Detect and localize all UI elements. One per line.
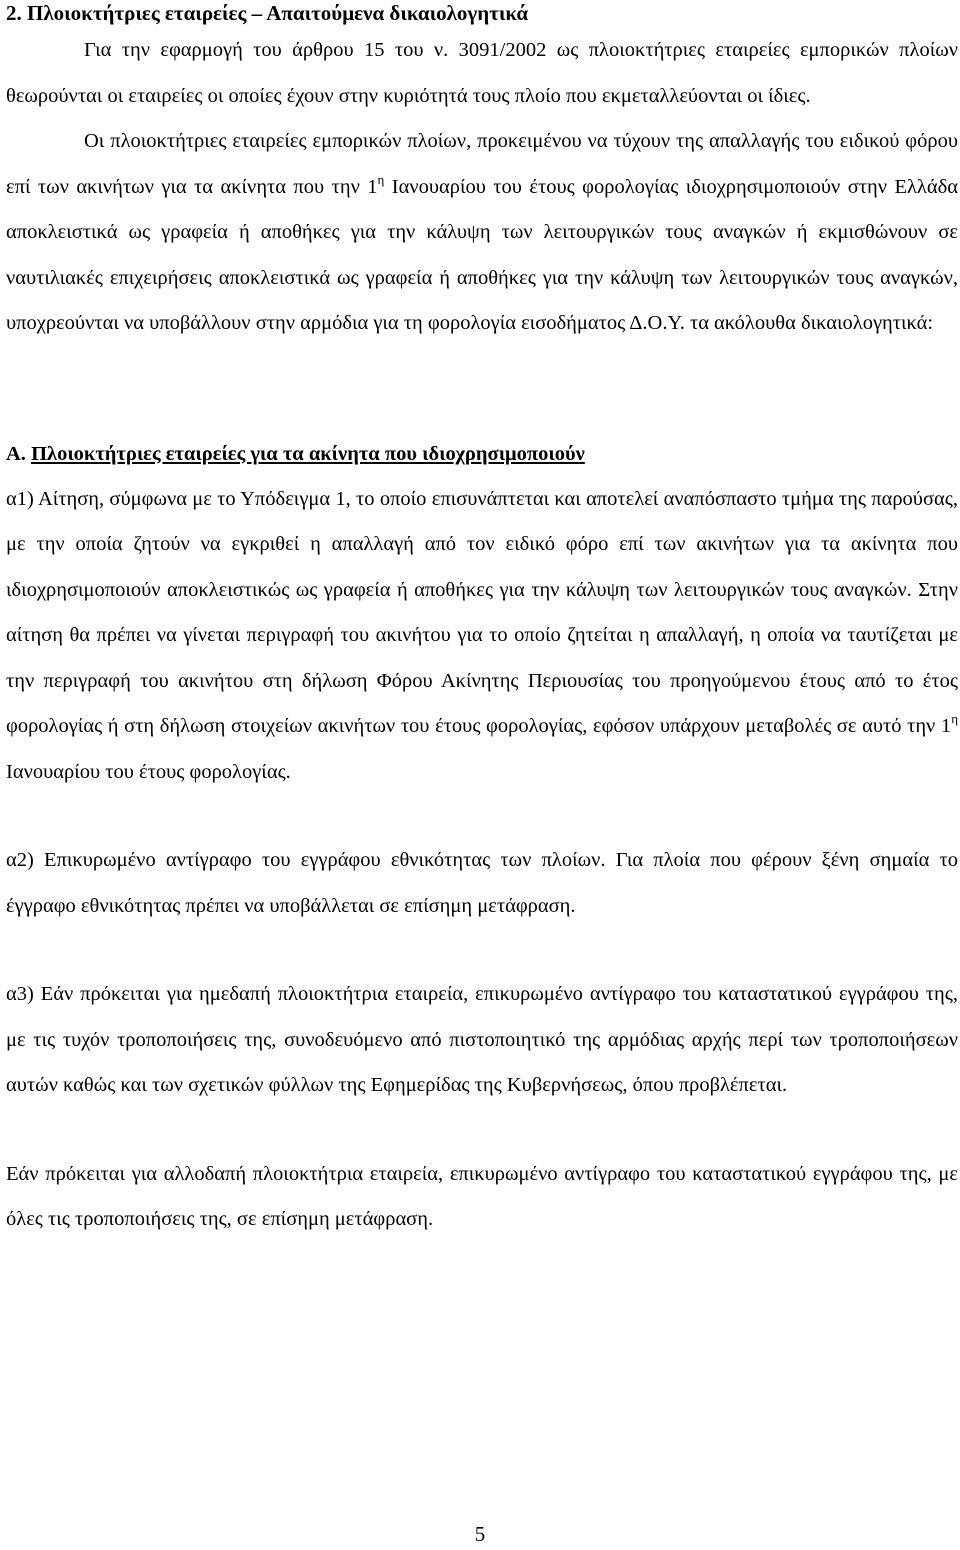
subsection-a-heading — [6, 431, 958, 477]
requirements-paragraph — [6, 119, 958, 347]
ordinal-superscript: η — [377, 171, 385, 187]
item-a3: α3) Εάν πρόκειται για ημεδαπή πλοιοκτήτρια εταιρεία, επικυρωμένο αντίγραφο του καταστατικού εγγράφου της, με τις τυχόν τροποποιήσεις της, συνοδευόμενο από πιστοποιητικό της αρμόδιας αρχής περί των τροποποιήσεων αυτών καθώς και των σχετικών φύλλων της Εφημερίδας της Κυβερνήσεως, όπου προβλέπεται. — [6, 983, 958, 1096]
requirements-text-start: Οι πλοιοκτήτριες εταιρείες εμπορικών πλοίων, προκειμένου να τύχουν της απαλλαγής του ειδικού φόρου επί των ακινήτων για τα ακίνητα που την 1 — [6, 130, 958, 198]
foreign-company-paragraph: Εάν πρόκειται για αλλοδαπή πλοιοκτήτρια εταιρεία, επικυρωμένο αντίγραφο του καταστατικού εγγράφου της, με όλες τις τροποποιήσεις της, σε επίσημη μετάφραση. — [6, 1162, 958, 1230]
page-number: 5 — [474, 1522, 486, 1546]
document-page — [6, 0, 958, 1243]
section-heading: 2. Πλοιοκτήτριες εταιρείες – Απαιτούμενα δικαιολογητικά — [6, 1, 529, 25]
item-a1-text-end: Ιανουαρίου του έτους φορολογίας. — [6, 760, 291, 783]
subsection-a-title: Πλοιοκτήτριες εταιρείες για τα ακίνητα που ιδιοχρησιμοποιούν — [31, 442, 585, 465]
ordinal-superscript: η — [951, 711, 958, 726]
intro-paragraph: Για την εφαρμογή του άρθρου 15 του ν. 3091/2002 ως πλοιοκτήτριες εταιρείες εμπορικών πλοίων θεωρούνται οι εταιρείες οι οποίες έχουν στην κυριότητά τους πλοίο που εκμεταλλεύονται οι ίδιες. — [6, 39, 958, 107]
item-a1-text-start: α1) Αίτηση, σύμφωνα με το Υπόδειγμα 1, το οποίο επισυνάπτεται και αποτελεί αναπόσπαστο τμήμα της παρούσας, με την οποία ζητούν να εγκριθεί η απαλλαγή από τον ειδικό φόρο επί των ακινήτων για τα ακίνητα που ιδιοχρησιμοποιούν αποκλειστικώς ως γραφεία ή αποθήκες για την κάλυψη των λειτουργικών τους αναγκών. Στην αίτηση θα πρέπει να γίνεται περιγραφή του ακινήτου για το οποίο ζητείται η απαλλαγή, η οποία να ταυτίζεται με την περιγραφή του ακινήτου στη δήλωση Φόρου Ακίνητης Περιουσίας του προηγούμενου έτους από το έτος φορολογίας ή στη δήλωση στοιχείων ακινήτων του έτους φορολογίας, εφόσον υπάρχουν μεταβολές σε αυτό την 1 — [6, 487, 958, 737]
item-a1 — [6, 477, 958, 796]
requirements-text-end: Ιανουαρίου του έτους φορολογίας ιδιοχρησιμοποιούν στην Ελλάδα αποκλειστικά ως γραφεία ή αποθήκες για την κάλυψη των λειτουργικών τους αναγκών ή εκμισθώνουν σε ναυτιλιακές επιχειρήσεις αποκλειστικά ως γραφεία ή αποθήκες για την κάλυψη των λειτουργικών τους αναγκών, υποχρεούνται να υποβάλλουν στην αρμόδια για τη φορολογία εισοδήματος Δ.Ο.Υ. τα ακόλουθα δικαιολογητικά: — [6, 175, 958, 334]
subsection-a-prefix: Α. — [6, 442, 32, 465]
item-a2: α2) Επικυρωμένο αντίγραφο του εγγράφου εθνικότητας των πλοίων. Για πλοία που φέρουν ξένη σημαία το έγγραφο εθνικότητας πρέπει να υποβάλλεται σε επίσημη μετάφραση. — [6, 849, 958, 917]
